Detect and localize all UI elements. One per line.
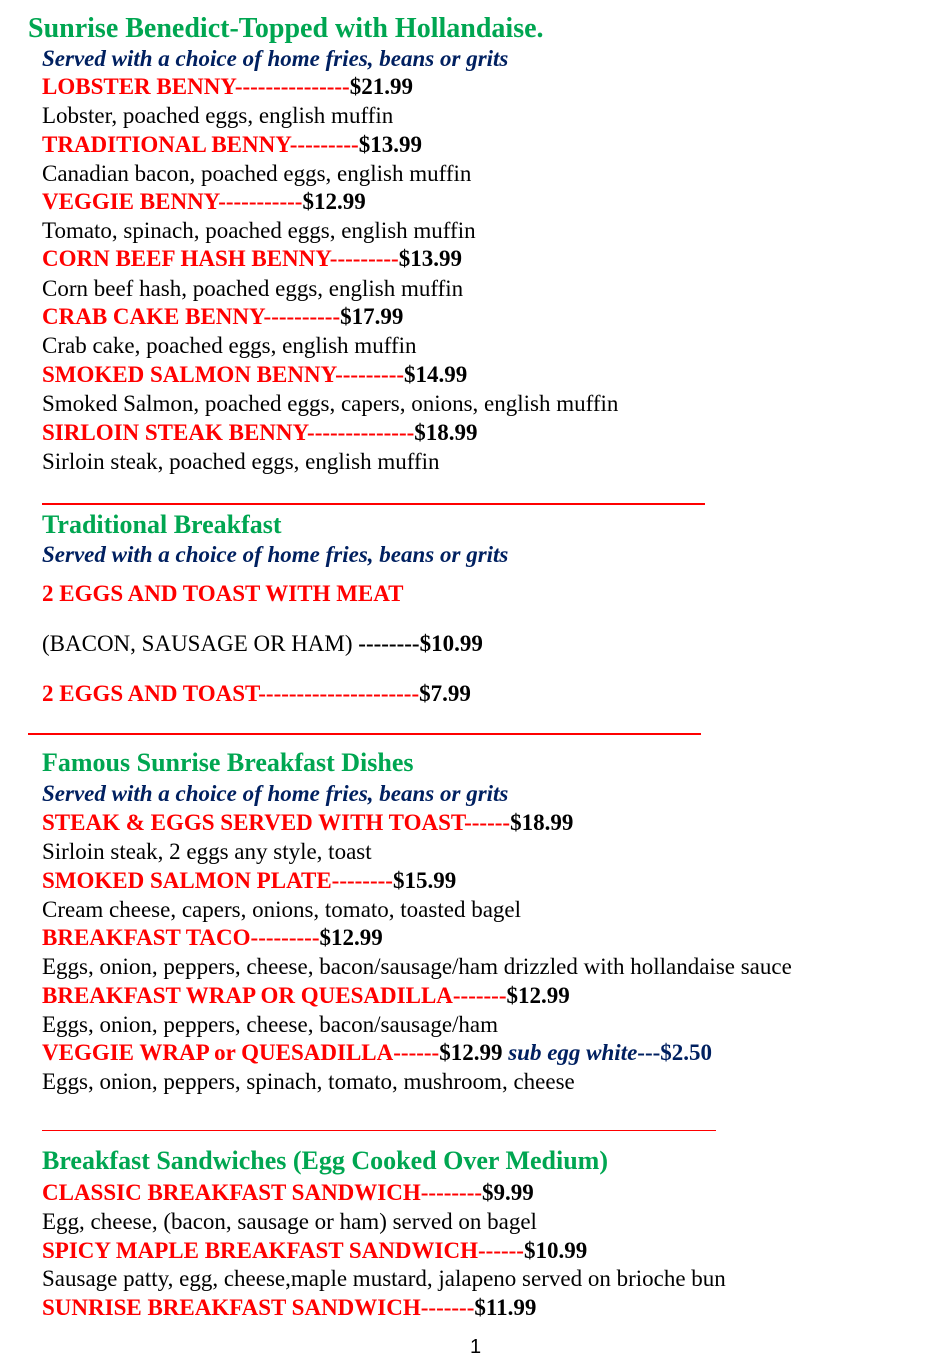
menu-item-description: Canadian bacon, poached eggs, english muffin: [42, 161, 472, 186]
section-title-sandwiches: Breakfast Sandwiches (Egg Cooked Over Medium): [42, 1146, 608, 1175]
menu-item-name: CRAB CAKE BENNY----------$17.99: [42, 304, 404, 329]
menu-item-price: $18.99: [414, 420, 478, 445]
menu-item-description: Tomato, spinach, poached eggs, english muffin: [42, 218, 476, 243]
menu-item-description: Sirloin steak, 2 eggs any style, toast: [42, 839, 372, 864]
menu-item-price: $12.99: [319, 925, 383, 950]
menu-item-description: Egg, cheese, (bacon, sausage or ham) served on bagel: [42, 1209, 537, 1234]
menu-item-price: $10.99: [523, 1238, 588, 1263]
menu-item-name: TRADITIONAL BENNY---------$13.99: [42, 132, 422, 157]
menu-item-name: BREAKFAST TACO---------$12.99: [42, 925, 383, 950]
menu-item-description: Eggs, onion, peppers, spinach, tomato, mushroom, cheese: [42, 1069, 575, 1094]
menu-item-price: $17.99: [340, 304, 404, 329]
section-title-traditional: Traditional Breakfast: [42, 510, 282, 539]
menu-item-price: $12.99: [302, 189, 366, 214]
menu-item-description: Corn beef hash, poached eggs, english muffin: [42, 276, 464, 301]
menu-item-name: SMOKED SALMON BENNY---------$14.99: [42, 362, 468, 387]
menu-item-name: LOBSTER BENNY---------------$21.99: [42, 74, 413, 99]
section-title-benedict: Sunrise Benedict-Topped with Hollandaise.: [28, 13, 544, 44]
page-number: 1: [470, 1336, 482, 1358]
menu-item-price: $12.99: [439, 1040, 503, 1065]
menu-item-description: Eggs, onion, peppers, cheese, bacon/sausage/ham drizzled with hollandaise sauce: [42, 954, 792, 979]
menu-item-name: STEAK & EGGS SERVED WITH TOAST------$18.99: [42, 810, 574, 835]
sub-option-price: $2.50: [660, 1040, 713, 1065]
menu-item-description: Crab cake, poached eggs, english muffin: [42, 333, 417, 358]
section-title-famous: Famous Sunrise Breakfast Dishes: [42, 748, 414, 777]
section-divider: [28, 733, 701, 735]
menu-item-description: Smoked Salmon, poached eggs, capers, onions, english muffin: [42, 391, 619, 416]
menu-item-description: Eggs, onion, peppers, cheese, bacon/sausage/ham: [42, 1012, 499, 1037]
menu-item-name: VEGGIE BENNY-----------$12.99: [42, 189, 366, 214]
menu-item-name: CLASSIC BREAKFAST SANDWICH--------$9.99: [42, 1180, 534, 1205]
menu-item-name: VEGGIE WRAP or QUESADILLA------$12.99 sub egg white---$2.50: [42, 1040, 713, 1065]
menu-item-name: CORN BEEF HASH BENNY---------$13.99: [42, 246, 462, 271]
menu-item-description: Lobster, poached eggs, english muffin: [42, 103, 394, 128]
menu-item-name: SUNRISE BREAKFAST SANDWICH-------$11.99: [42, 1295, 537, 1320]
menu-item-price: $12.99: [506, 983, 570, 1008]
menu-item-price: $18.99: [510, 810, 574, 835]
menu-item-description: Sirloin steak, poached eggs, english muffin: [42, 449, 440, 474]
section-subtitle-famous: Served with a choice of home fries, beans or grits: [42, 781, 509, 806]
menu-item-name: BREAKFAST WRAP OR QUESADILLA-------$12.99: [42, 983, 570, 1008]
menu-item-name: SMOKED SALMON PLATE--------$15.99: [42, 868, 457, 893]
menu-item-name: SPICY MAPLE BREAKFAST SANDWICH------$10.99: [42, 1238, 588, 1263]
section-divider: [42, 1130, 716, 1131]
menu-item-name: SIRLOIN STEAK BENNY--------------$18.99: [42, 420, 478, 445]
menu-item-price: $13.99: [398, 246, 462, 271]
sub-option-label: sub egg white: [502, 1040, 638, 1065]
menu-item-description: Sausage patty, egg, cheese,maple mustard, jalapeno served on brioche bun: [42, 1266, 726, 1291]
menu-item-price: $15.99: [392, 868, 457, 893]
menu-item-price: $10.99: [419, 631, 483, 656]
menu-item-price: $13.99: [358, 132, 422, 157]
section-subtitle-benedict: Served with a choice of home fries, beans or grits: [42, 46, 509, 71]
menu-item-price: $11.99: [474, 1295, 537, 1320]
menu-item-description: Cream cheese, capers, onions, tomato, toasted bagel: [42, 897, 522, 922]
menu-item-price: $7.99: [419, 681, 471, 706]
menu-item-price: $9.99: [482, 1180, 534, 1205]
menu-item-name: 2 EGGS AND TOAST WITH MEAT: [42, 581, 404, 606]
section-subtitle-traditional: Served with a choice of home fries, beans or grits: [42, 542, 509, 567]
section-divider: [42, 503, 705, 505]
menu-item-price: $21.99: [349, 74, 413, 99]
menu-item-price: $14.99: [404, 362, 468, 387]
menu-item-name: 2 EGGS AND TOAST---------------------$7.99: [42, 681, 471, 706]
menu-item-options: (BACON, SAUSAGE OR HAM) --------$10.99: [42, 631, 483, 656]
